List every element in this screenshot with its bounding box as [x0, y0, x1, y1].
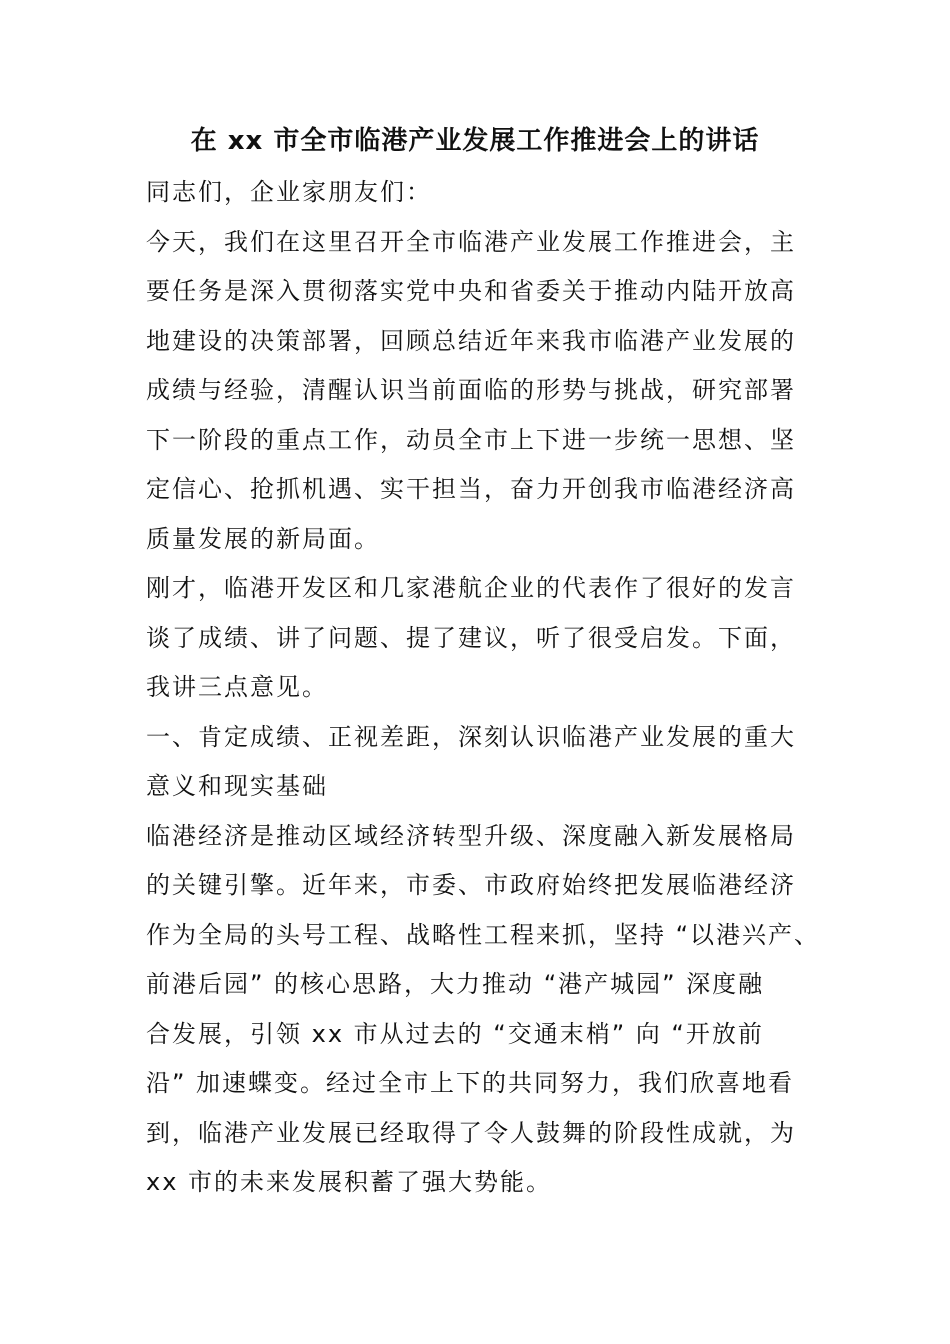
- body-line: 刚才，临港开发区和几家港航企业的代表作了很好的发言: [146, 574, 796, 602]
- body-line: 到，临港产业发展已经取得了令人鼓舞的阶段性成就，为: [146, 1118, 796, 1147]
- body-line: 作为全局的头号工程、战略性工程来抓，坚持 “以港兴产、: [146, 920, 821, 949]
- section-heading-line: 意义和现实基础: [146, 772, 328, 800]
- body-line: 的关键引擎。近年来，市委、市政府始终把发展临港经济: [146, 871, 796, 899]
- body-line: 前港后园” 的核心思路，大力推动 “港产城园” 深度融: [146, 970, 765, 998]
- body-line: 谈了成绩、讲了问题、提了建议，听了很受启发。下面，: [146, 623, 796, 652]
- body-line: 下一阶段的重点工作，动员全市上下进一步统一思想、坚: [146, 425, 796, 454]
- body-line: xx 市的未来发展积蓄了强大势能。: [146, 1168, 553, 1196]
- body-line: 成绩与经验，清醒认识当前面临的形势与挑战，研究部署: [146, 376, 796, 404]
- document-title: 在 xx 市全市临港产业发展工作推进会上的讲话: [190, 126, 760, 156]
- body-line: 地建设的决策部署，回顾总结近年来我市临港产业发展的: [146, 326, 796, 355]
- body-line: 合发展，引领 xx 市从过去的 “交通末梢” 向 “开放前: [146, 1019, 764, 1048]
- body-line: 沿” 加速蝶变。经过全市上下的共同努力，我们欣喜地看: [146, 1069, 795, 1097]
- body-line: 同志们，企业家朋友们：: [146, 178, 432, 206]
- document-body: [146, 168, 846, 1208]
- body-line: 定信心、抢抓机遇、实干担当，奋力开创我市临港经济高: [146, 475, 796, 503]
- body-line: 临港经济是推动区域经济转型升级、深度融入新发展格局: [146, 821, 796, 850]
- body-line: 我讲三点意见。: [146, 673, 328, 701]
- section-heading-line: 一、肯定成绩、正视差距，深刻认识临港产业发展的重大: [146, 722, 796, 751]
- body-line: 今天，我们在这里召开全市临港产业发展工作推进会，主: [146, 227, 796, 256]
- body-line: 质量发展的新局面。: [146, 524, 380, 553]
- body-line: 要任务是深入贯彻落实党中央和省委关于推动内陆开放高: [146, 277, 796, 305]
